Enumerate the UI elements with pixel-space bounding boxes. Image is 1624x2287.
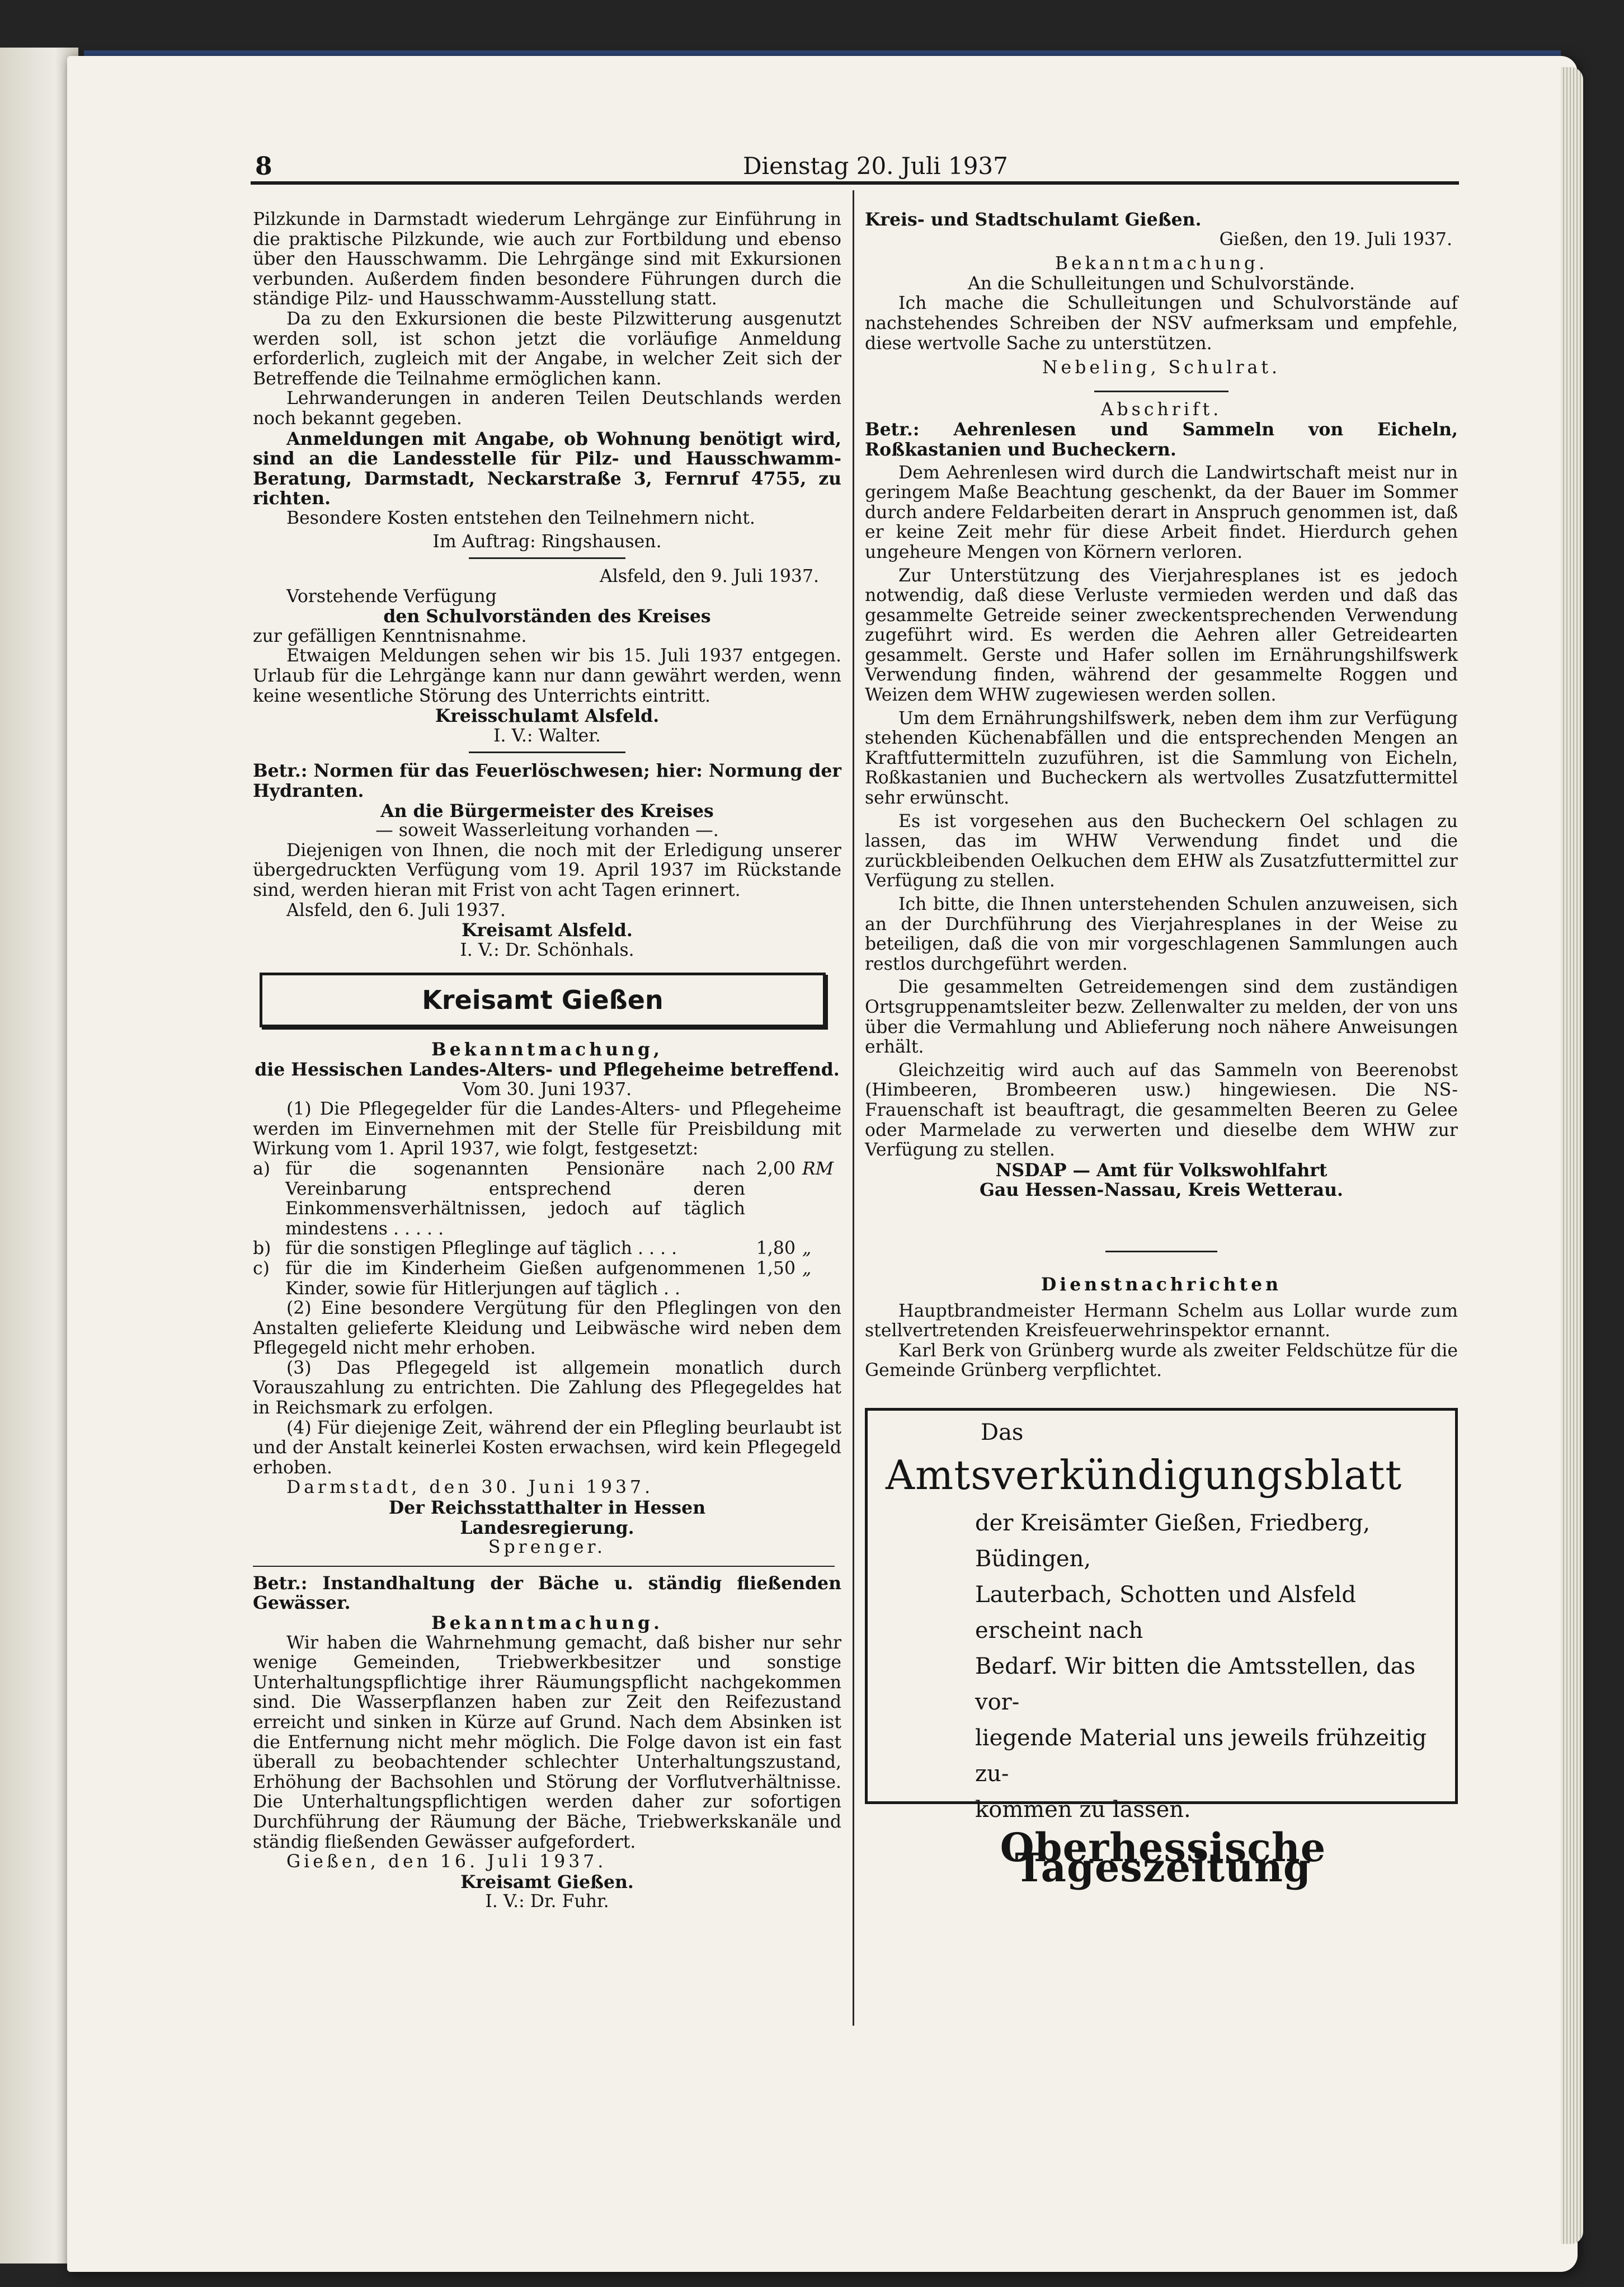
schulamt-bekanntmachung: Bekanntmachung. bbox=[1055, 253, 1268, 274]
nsdap-signature: NSDAP — Amt für Volkswohlfahrt bbox=[995, 1159, 1328, 1181]
section-rule bbox=[1094, 391, 1228, 392]
rate-text: für die im Kinderheim Gießen aufgenommenen Kinder, sowie für Hitlerjungen auf täglich . . bbox=[285, 1258, 745, 1299]
notice-line: Lauterbach, Schotten und Alsfeld erscheint nach bbox=[975, 1582, 1356, 1644]
notice-line: der Kreisämter Gießen, Friedberg, Büdingen, bbox=[975, 1510, 1371, 1572]
section-rule bbox=[469, 752, 625, 753]
newspaper-name: Oberhessische Tageszeitung bbox=[1000, 1824, 1326, 1891]
page-header bbox=[251, 152, 1459, 186]
dienst-paragraph: Hauptbrandmeister Hermann Schelm aus Lollar wurde zum stellvertretenden Kreisfeuerwehrinspektor ernannt. bbox=[865, 1300, 1458, 1341]
abschrift-paragraph: Ich bitte, die Ihnen unterstehenden Schulen anzuweisen, sich an der Durchführung des Vierjahresplanes in der Weise zu beteiligen, daß die von mir vorgeschlagenen Sammlungen auch restlos durchgeführt werden. bbox=[865, 894, 1458, 974]
notice-line: liegende Material uns jeweils frühzeitig zu- bbox=[975, 1725, 1427, 1787]
feuer-recipient: An die Bürgermeister des Kreises bbox=[380, 800, 714, 821]
rate-label: c) bbox=[253, 1258, 270, 1279]
notice-line: Bedarf. Wir bitten die Amtsstellen, das vor- bbox=[975, 1654, 1416, 1716]
feuer-recipient: — soweit Wasserleitung vorhanden —. bbox=[375, 820, 719, 841]
verfuegung-signature: Kreisschulamt Alsfeld. bbox=[435, 706, 660, 727]
rate-unit: RM bbox=[802, 1158, 834, 1179]
kreisamt-giessen-box bbox=[260, 973, 826, 1027]
rate-row bbox=[253, 1159, 841, 1239]
feuer-date: Alsfeld, den 6. Juli 1937. bbox=[286, 900, 506, 921]
schulamt-heading: Kreis- und Stadtschulamt Gießen. bbox=[865, 209, 1202, 230]
baech-date: Gießen, den 16. Juli 1937. bbox=[286, 1852, 607, 1872]
rate-unit: „ bbox=[802, 1258, 812, 1279]
left-page-edge bbox=[0, 48, 78, 2263]
rate-amount: 1,80 bbox=[756, 1238, 795, 1259]
rate-amount: 1,50 bbox=[756, 1258, 795, 1279]
pilz-paragraph: Besondere Kosten entstehen den Teilnehmern nicht. bbox=[286, 508, 755, 528]
rate-amount: 2,00 bbox=[756, 1158, 795, 1179]
bekanntmachung-signature: Landesregierung. bbox=[460, 1517, 634, 1538]
baech-title: Bekanntmachung. bbox=[431, 1613, 663, 1633]
nsdap-signature: Gau Hessen-Nassau, Kreis Wetterau. bbox=[980, 1180, 1343, 1201]
schulamt-paragraph: Ich mache die Schulleitungen und Schulvorstände auf nachstehendes Schreiben der NSV aufmerksam und empfehle, diese wertvolle Sache zu unterstützen. bbox=[865, 293, 1458, 354]
page-stack-edge bbox=[1561, 67, 1583, 2244]
baech-signature: Kreisamt Gießen. bbox=[460, 1871, 634, 1892]
bekanntmachung-title: Bekanntmachung, bbox=[431, 1039, 663, 1060]
schulamt-date: Gießen, den 19. Juli 1937. bbox=[1219, 229, 1452, 250]
bekanntmachung-date: Vom 30. Juni 1937. bbox=[462, 1079, 632, 1100]
verfuegung-paragraph: Etwaigen Meldungen sehen wir bis 15. Juli 1937 entgegen. Urlaub für die Lehrgänge kann nur dann gewährt werden, wenn keine wesentliche Störung des Unterrichts eintritt. bbox=[253, 646, 841, 706]
rate-text: für die sonstigen Pfleglinge auf täglich . . . . bbox=[285, 1238, 677, 1259]
abschrift-paragraph: Es ist vorgesehen aus den Bucheckern Oel schlagen zu lassen, das im WHW Verwendung findet und die zurückbleibenden Oelkuchen dem EHW als Zusatzfuttermittel zur Verfügung zu stellen. bbox=[865, 811, 1458, 891]
rate-row bbox=[253, 1259, 841, 1299]
feuer-paragraph: Diejenigen von Ihnen, die noch mit der Erledigung unserer übergedruckten Verfügung vom 19. April 1937 im Rückstande sind, werden hieran mit Frist von acht Tagen erinnert. bbox=[253, 840, 841, 900]
abschrift-paragraph: Gleichzeitig wird auch auf das Sammeln von Beerenobst (Himbeeren, Brombeeren usw.) hingewiesen. Die NS-Frauenschaft ist beauftragt, die gesammelten Beeren zu Gelee oder Marmelade zu verwerten und dieselbe dem WHW zur Verfügung zu stellen. bbox=[865, 1060, 1458, 1161]
pilz-paragraph: Anmeldungen mit Angabe, ob Wohnung benötigt wird, sind an die Landesstelle für Pilz- und Hausschwamm-Beratung, Darmstadt, Neckarstraße 3, Fernruf 4755, zu richten. bbox=[253, 428, 841, 509]
right-column bbox=[865, 209, 1458, 1891]
baech-subject: Betr.: Instandhaltung der Bäche u. ständig fließenden Gewässer. bbox=[253, 1572, 841, 1614]
bekanntmachung-paragraph: (2) Eine besondere Vergütung für den Pfleglingen von den Anstalten gelieferte Kleidung und Leibwäsche wird neben dem Pflegegeld nicht mehr erhoben. bbox=[253, 1298, 841, 1359]
verfuegung-recipient: den Schulvorständen des Kreises bbox=[383, 606, 711, 627]
rate-label: b) bbox=[253, 1238, 271, 1259]
dienst-heading: Dienstnachrichten bbox=[1041, 1274, 1282, 1295]
kreisamt-giessen-title: Kreisamt Gießen bbox=[422, 984, 663, 1015]
baech-signature: I. V.: Dr. Fuhr. bbox=[485, 1891, 609, 1912]
section-rule bbox=[469, 557, 625, 559]
pilz-paragraph: Lehrwanderungen in anderen Teilen Deutschlands werden noch bekannt gegeben. bbox=[253, 388, 841, 429]
notice-body bbox=[975, 1505, 1441, 1828]
verfuegung-signature: I. V.: Walter. bbox=[493, 725, 601, 746]
abschrift-paragraph: Die gesammelten Getreidemengen sind dem zuständigen Ortsgruppenamtsleiter bezw. Zellenwalter zu melden, der von uns über die Vermahlung und Ablieferung noch nähere Anweisungen erhält. bbox=[865, 977, 1458, 1058]
feuer-subject: Betr.: Normen für das Feuerlöschwesen; hier: Normung der Hydranten. bbox=[253, 760, 842, 802]
rate-text: für die sogenannten Pensionäre nach Vereinbarung entsprechend deren Einkommensverhältnissen, jedoch auf täglich mindestens . . . . . bbox=[285, 1158, 745, 1239]
issue-date: Dienstag 20. Juli 1937 bbox=[743, 152, 1008, 180]
notice-title: Amtsverkündigungsblatt bbox=[886, 1452, 1402, 1499]
abschrift-paragraph: Um dem Ernährungshilfswerk, neben dem ihm zur Verfügung stehenden Küchenabfällen und die entsprechenden Mengen an Kraftfuttermitteln zuzuführen, ist die Sammlung von Eicheln, Roßkastanien und Bucheckern als wertvolles Zusatzfuttermittel sehr erwünscht. bbox=[865, 708, 1458, 809]
verfuegung-intro: Vorstehende Verfügung bbox=[286, 586, 497, 607]
column-divider bbox=[853, 190, 854, 2026]
header-rule bbox=[251, 181, 1459, 185]
bekanntmachung-paragraph: (1) Die Pflegegelder für die Landes-Alters- und Pflegeheime werden im Einvernehmen mit der Stelle für Preisbildung mit Wirkung vom 1. April 1937, wie folgt, festgesetzt: bbox=[253, 1099, 841, 1159]
feuer-signature: Kreisamt Alsfeld. bbox=[462, 920, 633, 941]
abschrift-paragraph: Dem Aehrenlesen wird durch die Landwirtschaft meist nur in geringem Maße Beachtung geschenkt, da der Bauer im Sommer durch andere Feldarbeiten derart in Anspruch genommen ist, daß er keine Zeit mehr für diese Arbeit findet. Hierdurch gehen ungeheure Mengen von Körnern verloren. bbox=[865, 462, 1458, 562]
abschrift-paragraph: Zur Unterstützung des Vierjahresplanes ist es jedoch notwendig, daß diese Verluste vermieden werden und daß das gesammelte Getreide seiner zweckentsprechenden Verwendung zugeführt wird. Es werden die Aehren aller Getreidearten gesammelt. Gerste und Hafer sollen im Ernährungshilfswerk Verwendung finden, während der gesammelte Roggen und Weizen dem WHW zugewiesen werden sollen. bbox=[865, 565, 1458, 706]
notice-box bbox=[865, 1408, 1458, 1891]
dienst-paragraph: Karl Berk von Grünberg wurde als zweiter Feldschütze für die Gemeinde Grünberg verpflichtet. bbox=[865, 1340, 1458, 1381]
section-rule bbox=[253, 1566, 835, 1567]
bekanntmachung-subtitle: die Hessischen Landes-Alters- und Pflegeheime betreffend. bbox=[255, 1059, 840, 1080]
alsfeld-date: Alsfeld, den 9. Juli 1937. bbox=[600, 566, 819, 587]
abschrift-subject: Betr.: Aehrenlesen und Sammeln von Eicheln, Roßkastanien und Bucheckern. bbox=[865, 419, 1458, 460]
notice-das: Das bbox=[981, 1419, 1024, 1445]
baech-paragraph: Wir haben die Wahrnehmung gemacht, daß bisher nur sehr wenige Gemeinden, Triebwerkbesitzer und sonstige Unterhaltungspflichtige ihrer Räumungspflicht nachgekommen sind. Die Wasserpflanzen haben zur Zeit den Reifezustand erreicht und sinken in Kürze auf Grund. Nach dem Absinken ist die Entfernung nicht mehr möglich. Die Folge davon ist ein fast überall zu beobachtender schlechter Unterhaltungszustand, Erhöhung der Bachsohlen und Störung der Vorflutverhältnisse. Die Unterhaltungspflichtigen werden daher zur sofortigen Durchführung der Räumung der Bäche, Triebwerkskanäle und ständig fließenden Gewässer aufgefordert. bbox=[253, 1632, 841, 1852]
rate-label: a) bbox=[253, 1158, 271, 1179]
abschrift-label: Abschrift. bbox=[1100, 399, 1222, 420]
feuer-signature: I. V.: Dr. Schönhals. bbox=[460, 940, 634, 960]
notice-line: kommen zu lassen. bbox=[975, 1797, 1191, 1823]
verfuegung-end: zur gefälligen Kenntnisnahme. bbox=[253, 626, 527, 646]
schulamt-signature: Nebeling, Schulrat. bbox=[1042, 358, 1281, 378]
schulamt-recipient: An die Schulleitungen und Schulvorstände. bbox=[967, 273, 1355, 294]
bekanntmachung-signature: Der Reichsstatthalter in Hessen bbox=[388, 1497, 706, 1519]
section-rule bbox=[1105, 1251, 1217, 1252]
bekanntmachung-paragraph: (3) Das Pflegegeld ist allgemein monatlich durch Vorauszahlung zu entrichten. Die Zahlung des Pflegegeldes hat in Reichsmark zu erfolgen. bbox=[253, 1358, 841, 1419]
page-number: 8 bbox=[255, 152, 272, 181]
pilz-paragraph: Pilzkunde in Darmstadt wiederum Lehrgänge zur Einführung in die praktische Pilzkunde, wie auch zur Fortbildung und ebenso über den Hausschwamm. Die Lehrgänge sind mit Exkursionen verbunden. Außerdem finden besondere Führungen durch die ständige Pilz- und Hausschwamm-Ausstellung statt. bbox=[253, 209, 841, 309]
left-column bbox=[253, 210, 841, 1912]
rate-row bbox=[253, 1239, 841, 1259]
bekanntmachung-place: Darmstadt, den 30. Juni 1937. bbox=[286, 1477, 654, 1498]
pilz-signature: Im Auftrag: Ringshausen. bbox=[432, 531, 662, 552]
pilz-paragraph: Da zu den Exkursionen die beste Pilzwitterung ausgenutzt werden soll, ist schon jetzt die vorläufige Anmeldung erforderlich, zugleich mit der Angabe, in welcher Zeit sich der Betreffende die Teilnahme ermöglichen kann. bbox=[253, 308, 841, 389]
bekanntmachung-signature: Sprenger. bbox=[488, 1537, 606, 1558]
bekanntmachung-paragraph: (4) Für diejenige Zeit, während der ein Pflegling beurlaubt ist und der Anstalt keinerlei Kosten erwachsen, wird kein Pflegegeld erhoben. bbox=[253, 1417, 841, 1478]
rate-unit: „ bbox=[802, 1238, 812, 1259]
